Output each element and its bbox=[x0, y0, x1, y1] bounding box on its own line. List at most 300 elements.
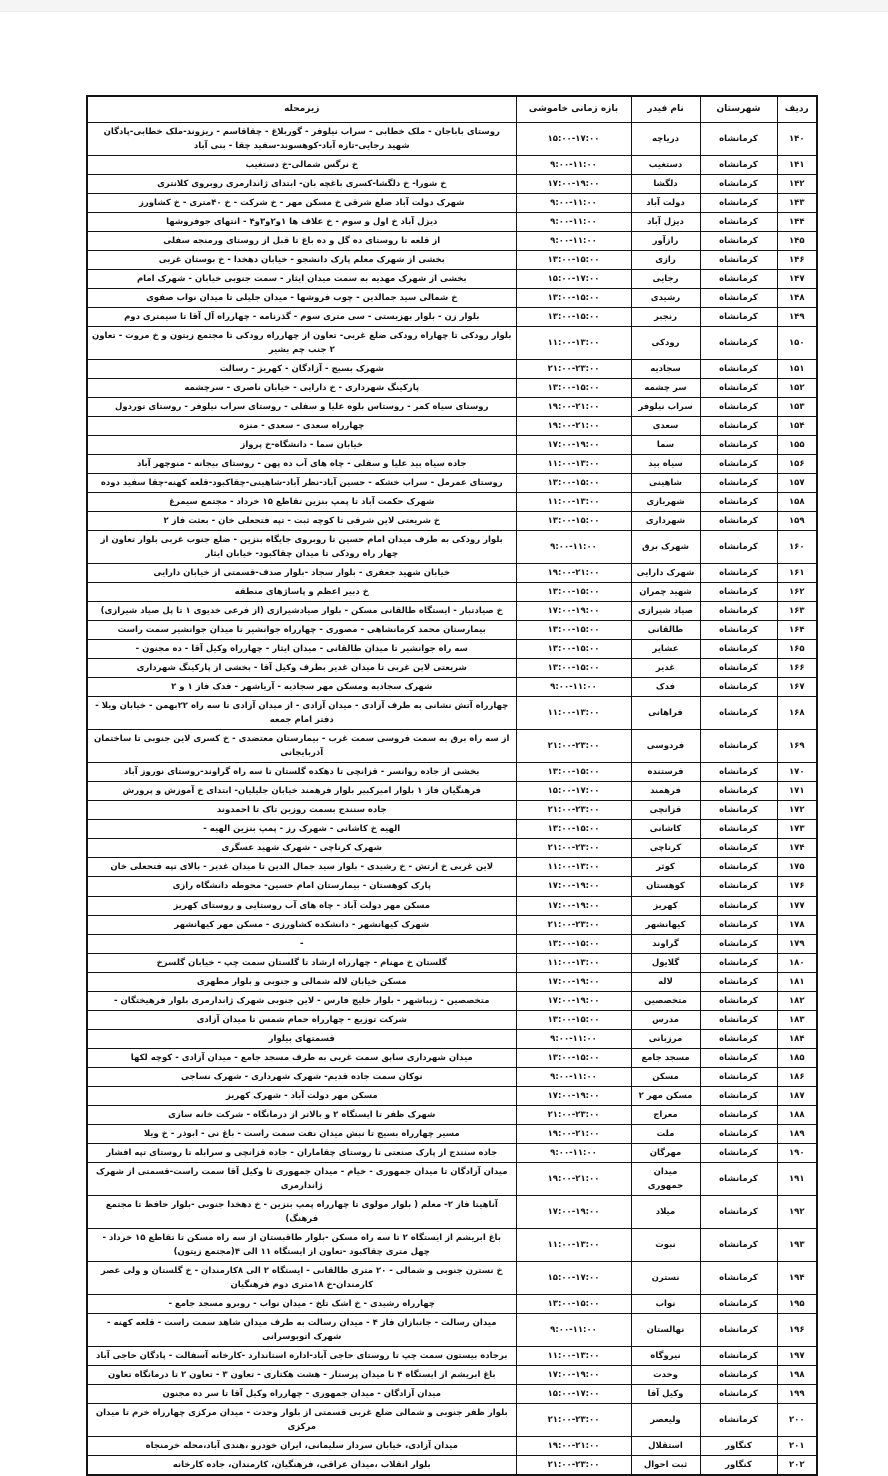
table-row bbox=[87, 531, 817, 564]
cell-subarea: جاده سیاه بید علیا و سفلی - چاه های آب ده پهن - روستای بیجانه - منوچهر آباد bbox=[87, 455, 516, 474]
table-row bbox=[87, 193, 817, 212]
table-row bbox=[87, 1261, 817, 1294]
cell-county: کرمانشاه bbox=[700, 621, 777, 640]
cell-feeder: سراب نیلوفر bbox=[631, 398, 700, 417]
table-row bbox=[87, 493, 817, 512]
cell-subarea: قسمتهای بیلوار bbox=[87, 1029, 516, 1048]
cell-row-number: ۱۸۹ bbox=[777, 1124, 817, 1143]
cell-time-range: ۱۳:۰۰-۱۵:۰۰ bbox=[516, 288, 631, 307]
cell-subarea: از قلعه تا روستای ده گل و ده باغ تا قبل از روستای ورمنجه سفلی bbox=[87, 231, 516, 250]
cell-time-range: ۱۳:۰۰-۱۵:۰۰ bbox=[516, 621, 631, 640]
cell-county: کرمانشاه bbox=[700, 1086, 777, 1105]
cell-subarea: روستای باباجان - ملک خطابی - سراب نیلوفر - گوربلاغ - چقاقاسم - ریزوند-ملک خطابی-پادگان شهید رجایی-تازه آباد-کوهسوند-سفید چقا - بنی آباد bbox=[87, 122, 516, 155]
cell-county: کرمانشاه bbox=[700, 1029, 777, 1048]
cell-county: کرمانشاه bbox=[700, 269, 777, 288]
cell-row-number: ۱۶۵ bbox=[777, 640, 817, 659]
cell-feeder: کهریز bbox=[631, 896, 700, 915]
cell-row-number: ۱۷۰ bbox=[777, 763, 817, 782]
cell-subarea: جاده سنندج از پارک صنعتی تا روستای چقاماران - جاده قزانچی و سرابله تا روستای تپه افشار bbox=[87, 1143, 516, 1162]
cell-subarea: شهرک بسیج - آزادگان - کهریز - رسالت bbox=[87, 360, 516, 379]
cell-feeder: نسترن bbox=[631, 1261, 700, 1294]
table-row bbox=[87, 564, 817, 583]
cell-county: کرمانشاه bbox=[700, 1294, 777, 1313]
table-row bbox=[87, 474, 817, 493]
cell-feeder: میلاد bbox=[631, 1195, 700, 1228]
cell-time-range: ۱۹:۰۰-۲۱:۰۰ bbox=[516, 564, 631, 583]
cell-feeder: رودکی bbox=[631, 327, 700, 360]
table-row bbox=[87, 697, 817, 730]
cell-time-range: ۹:۰۰-۱۱:۰۰ bbox=[516, 212, 631, 231]
outage-table-container bbox=[88, 95, 818, 1476]
cell-feeder: کاشانی bbox=[631, 820, 700, 839]
cell-subarea: گلستان خ مهنام - چهارراه ارشاد تا گلستان سمت چپ - خیابان گلسرخ bbox=[87, 953, 516, 972]
table-row bbox=[87, 1143, 817, 1162]
cell-subarea: چهارراه رشیدی - خ اشک تلخ - میدان نواب - روبرو مسجد جامع - bbox=[87, 1294, 516, 1313]
outage-table bbox=[86, 95, 818, 1476]
cell-row-number: ۱۵۵ bbox=[777, 436, 817, 455]
table-row bbox=[87, 640, 817, 659]
cell-row-number: ۱۵۶ bbox=[777, 455, 817, 474]
cell-feeder: رجایی bbox=[631, 269, 700, 288]
cell-time-range: ۹:۰۰-۱۱:۰۰ bbox=[516, 531, 631, 564]
cell-county: کرمانشاه bbox=[700, 308, 777, 327]
cell-county: کرمانشاه bbox=[700, 934, 777, 953]
cell-time-range: ۱۷:۰۰-۱۹:۰۰ bbox=[516, 896, 631, 915]
table-row bbox=[87, 1105, 817, 1124]
cell-subarea: شهرک کیهانشهر - دانشکده کشاورزی - مسکن مهر کیهانشهر bbox=[87, 915, 516, 934]
cell-subarea: خ شمالی سید جمالدین - چوب فروشها - میدان جلیلی تا میدان نواب صفوی bbox=[87, 288, 516, 307]
cell-feeder: سعدی bbox=[631, 417, 700, 436]
cell-feeder: شهرک برق bbox=[631, 531, 700, 564]
cell-row-number: ۱۴۳ bbox=[777, 193, 817, 212]
cell-time-range: ۲۱:۰۰-۲۳:۰۰ bbox=[516, 1455, 631, 1475]
cell-feeder: شاهینی bbox=[631, 474, 700, 493]
table-row bbox=[87, 896, 817, 915]
cell-time-range: ۲۱:۰۰-۲۳:۰۰ bbox=[516, 801, 631, 820]
cell-feeder: دریاچه bbox=[631, 122, 700, 155]
cell-county: کرمانشاه bbox=[700, 730, 777, 763]
cell-time-range: ۱۱:۰۰-۱۳:۰۰ bbox=[516, 327, 631, 360]
cell-time-range: ۲۱:۰۰-۲۳:۰۰ bbox=[516, 730, 631, 763]
cell-row-number: ۱۶۲ bbox=[777, 583, 817, 602]
table-row bbox=[87, 621, 817, 640]
cell-county: کرمانشاه bbox=[700, 839, 777, 858]
cell-subarea: لاین غربی خ ارتش - خ رشیدی - بلوار سید جمال الدین تا میدان غدیر - بالای تپه فتحعلی خان bbox=[87, 858, 516, 877]
cell-subarea: چهارراه سعدی - سعدی - منزه bbox=[87, 417, 516, 436]
table-row bbox=[87, 360, 817, 379]
cell-feeder: لاله bbox=[631, 972, 700, 991]
table-row bbox=[87, 288, 817, 307]
cell-subarea: شریعتی لاین غربی تا میدان غدیر بطرف وکیل آقا - بخشی از پارکینگ شهرداری bbox=[87, 659, 516, 678]
cell-feeder: مسکن bbox=[631, 1067, 700, 1086]
cell-subarea: مسکن مهر دولت آباد - شهرک کهریز bbox=[87, 1086, 516, 1105]
cell-feeder: میدان جمهوری bbox=[631, 1162, 700, 1195]
cell-subarea: شهرک کرناچی - شهرک شهید عسگری bbox=[87, 839, 516, 858]
cell-row-number: ۱۶۶ bbox=[777, 659, 817, 678]
cell-row-number: ۱۸۷ bbox=[777, 1086, 817, 1105]
cell-county: کرمانشاه bbox=[700, 455, 777, 474]
cell-subarea: شرکت توزیع - چهارراه حمام شمس تا میدان آزادی bbox=[87, 1010, 516, 1029]
cell-row-number: ۱۹۴ bbox=[777, 1261, 817, 1294]
cell-row-number: ۱۸۶ bbox=[777, 1067, 817, 1086]
cell-row-number: ۱۸۳ bbox=[777, 1010, 817, 1029]
cell-row-number: ۱۴۲ bbox=[777, 174, 817, 193]
cell-row-number: ۱۵۴ bbox=[777, 417, 817, 436]
cell-row-number: ۱۶۱ bbox=[777, 564, 817, 583]
cell-time-range: ۱۷:۰۰-۱۹:۰۰ bbox=[516, 877, 631, 896]
cell-subarea: مسیر چهارراه بسیج تا نبش میدان نفت سمت راست - باغ نی - ابوذر - خ ویلا bbox=[87, 1124, 516, 1143]
cell-time-range: ۲۱:۰۰-۲۳:۰۰ bbox=[516, 839, 631, 858]
cell-time-range: ۱۹:۰۰-۲۱:۰۰ bbox=[516, 1162, 631, 1195]
cell-row-number: ۱۸۲ bbox=[777, 991, 817, 1010]
cell-row-number: ۱۶۷ bbox=[777, 678, 817, 697]
table-row bbox=[87, 1067, 817, 1086]
cell-county: کرمانشاه bbox=[700, 763, 777, 782]
cell-feeder: سر چشمه bbox=[631, 379, 700, 398]
cell-subarea: خیابان سما - دانشگاه-خ پرواز bbox=[87, 436, 516, 455]
cell-time-range: ۱۷:۰۰-۱۹:۰۰ bbox=[516, 1195, 631, 1228]
cell-county: کرمانشاه bbox=[700, 493, 777, 512]
cell-row-number: ۱۸۵ bbox=[777, 1048, 817, 1067]
cell-county: کرمانشاه bbox=[700, 678, 777, 697]
cell-feeder: دولت آباد bbox=[631, 193, 700, 212]
table-row bbox=[87, 1384, 817, 1403]
table-row bbox=[87, 269, 817, 288]
cell-feeder: دیزل آباد bbox=[631, 212, 700, 231]
cell-feeder: طالقانی bbox=[631, 621, 700, 640]
cell-county: کرمانشاه bbox=[700, 122, 777, 155]
table-row bbox=[87, 1162, 817, 1195]
cell-feeder: دلگشا bbox=[631, 174, 700, 193]
cell-row-number: ۱۹۸ bbox=[777, 1365, 817, 1384]
cell-row-number: ۱۷۲ bbox=[777, 801, 817, 820]
table-row bbox=[87, 436, 817, 455]
cell-subarea: بخشی از شهرک مهدیه به سمت میدان ایثار - سمت جنوبی خیابان - شهرک امام bbox=[87, 269, 516, 288]
cell-row-number: ۱۵۳ bbox=[777, 398, 817, 417]
cell-subarea: بلوار رودکی به طرف میدان امام حسین تا روبروی جایگاه بنزین - ضلع جنوب غربی بلوار تعاون از چهار راه رودکی تا میدان چقاکبود- خیابان ایثار bbox=[87, 531, 516, 564]
cell-county: کرمانشاه bbox=[700, 1124, 777, 1143]
cell-feeder: نیروگاه bbox=[631, 1346, 700, 1365]
cell-county: کرمانشاه bbox=[700, 417, 777, 436]
table-row bbox=[87, 1195, 817, 1228]
cell-time-range: ۱۵:۰۰-۱۷:۰۰ bbox=[516, 782, 631, 801]
cell-county: کرمانشاه bbox=[700, 801, 777, 820]
cell-county: کرمانشاه bbox=[700, 896, 777, 915]
cell-time-range: ۱۳:۰۰-۱۵:۰۰ bbox=[516, 659, 631, 678]
table-row bbox=[87, 512, 817, 531]
cell-county: کنگاور bbox=[700, 1436, 777, 1455]
table-row bbox=[87, 327, 817, 360]
cell-county: کرمانشاه bbox=[700, 1365, 777, 1384]
cell-county: کرمانشاه bbox=[700, 1162, 777, 1195]
cell-row-number: ۱۹۲ bbox=[777, 1195, 817, 1228]
cell-time-range: ۲۱:۰۰-۲۳:۰۰ bbox=[516, 1105, 631, 1124]
cell-feeder: سجادیه bbox=[631, 360, 700, 379]
cell-county: کرمانشاه bbox=[700, 327, 777, 360]
cell-time-range: ۹:۰۰-۱۱:۰۰ bbox=[516, 1143, 631, 1162]
cell-subarea: خ دبیر اعظم و پاساژهای منطقه bbox=[87, 583, 516, 602]
cell-subarea: بلوار ظفر جنوبی و شمالی ضلع غربی قسمتی از بلوار وحدت - میدان مرکزی چهارراه خرم تا میدان مرکزی bbox=[87, 1403, 516, 1436]
cell-subarea: - bbox=[87, 934, 516, 953]
table-row bbox=[87, 1124, 817, 1143]
cell-row-number: ۱۴۱ bbox=[777, 155, 817, 174]
cell-subarea: روستای سیاه کمر - روستاس بلوه علیا و سفلی - روستای سراب نیلوفر - روستای توردول bbox=[87, 398, 516, 417]
cell-row-number: ۱۶۰ bbox=[777, 531, 817, 564]
cell-row-number: ۱۴۹ bbox=[777, 308, 817, 327]
cell-county: کرمانشاه bbox=[700, 782, 777, 801]
cell-county: کرمانشاه bbox=[700, 1313, 777, 1346]
cell-county: کرمانشاه bbox=[700, 436, 777, 455]
cell-row-number: ۱۷۷ bbox=[777, 896, 817, 915]
cell-time-range: ۱۳:۰۰-۱۵:۰۰ bbox=[516, 934, 631, 953]
table-row bbox=[87, 155, 817, 174]
cell-time-range: ۱۷:۰۰-۱۹:۰۰ bbox=[516, 1086, 631, 1105]
cell-subarea: شهرک سجادیه ومسکن مهر سجادیه - آریاشهر - فدک فاز ۱ و ۲ bbox=[87, 678, 516, 697]
cell-feeder: مرزبانی bbox=[631, 1029, 700, 1048]
cell-county: کرمانشاه bbox=[700, 1403, 777, 1436]
cell-time-range: ۱۳:۰۰-۱۵:۰۰ bbox=[516, 308, 631, 327]
cell-subarea: میدان آزادی، خیابان سردار سلیمانی، ایران خودرو ،هندی آباد،محله خرمنجاه bbox=[87, 1436, 516, 1455]
cell-row-number: ۱۸۱ bbox=[777, 972, 817, 991]
cell-time-range: ۱۷:۰۰-۱۹:۰۰ bbox=[516, 991, 631, 1010]
cell-row-number: ۱۸۰ bbox=[777, 953, 817, 972]
cell-subarea: خ شریعتی لاین شرقی تا کوچه ثبت - تپه فتحعلی خان - بعثت فاز ۲ bbox=[87, 512, 516, 531]
cell-county: کنگاور bbox=[700, 1455, 777, 1475]
cell-time-range: ۱۱:۰۰-۱۳:۰۰ bbox=[516, 493, 631, 512]
table-row bbox=[87, 417, 817, 436]
cell-feeder: کوثر bbox=[631, 858, 700, 877]
cell-feeder: نهالستان bbox=[631, 1313, 700, 1346]
cell-time-range: ۱۷:۰۰-۱۹:۰۰ bbox=[516, 1365, 631, 1384]
table-row bbox=[87, 678, 817, 697]
cell-feeder: شهرداری bbox=[631, 512, 700, 531]
cell-feeder: مسجد جامع bbox=[631, 1048, 700, 1067]
cell-row-number: ۱۷۱ bbox=[777, 782, 817, 801]
cell-county: کرمانشاه bbox=[700, 512, 777, 531]
cell-time-range: ۱۹:۰۰-۲۱:۰۰ bbox=[516, 398, 631, 417]
cell-time-range: ۱۳:۰۰-۱۵:۰۰ bbox=[516, 512, 631, 531]
cell-time-range: ۱۳:۰۰-۱۵:۰۰ bbox=[516, 583, 631, 602]
cell-county: کرمانشاه bbox=[700, 1143, 777, 1162]
cell-county: کرمانشاه bbox=[700, 1067, 777, 1086]
cell-time-range: ۱۹:۰۰-۲۱:۰۰ bbox=[516, 1436, 631, 1455]
cell-row-number: ۱۵۲ bbox=[777, 379, 817, 398]
cell-row-number: ۱۴۴ bbox=[777, 212, 817, 231]
cell-subarea: بلوار زن - بلوار بهزیستی - سی متری سوم - گذرنامه - چهارراه آل آقا تا سیمتری دوم bbox=[87, 308, 516, 327]
table-row bbox=[87, 1086, 817, 1105]
cell-county: کرمانشاه bbox=[700, 155, 777, 174]
cell-time-range: ۱۱:۰۰-۱۳:۰۰ bbox=[516, 953, 631, 972]
cell-time-range: ۲۱:۰۰-۲۳:۰۰ bbox=[516, 360, 631, 379]
cell-time-range: ۱۳:۰۰-۱۵:۰۰ bbox=[516, 250, 631, 269]
cell-feeder: نواب bbox=[631, 1294, 700, 1313]
cell-subarea: بلوار رودکی تا چهاراه رودکی ضلع غربی- تعاون از چهارراه رودکی تا مجتمع زیتون و خ مروت - تعاون ۲ جنب چم بشیر bbox=[87, 327, 516, 360]
cell-feeder: گراوند bbox=[631, 934, 700, 953]
table-row bbox=[87, 1048, 817, 1067]
cell-feeder: سیاه بید bbox=[631, 455, 700, 474]
cell-subarea: جاده سنندج بسمت روزین تاک تا احمدوند bbox=[87, 801, 516, 820]
table-row bbox=[87, 953, 817, 972]
col-header-subarea: زیرمحله bbox=[87, 96, 516, 122]
cell-feeder: فردوسی bbox=[631, 730, 700, 763]
cell-feeder: مسکن مهر ۲ bbox=[631, 1086, 700, 1105]
cell-row-number: ۱۹۱ bbox=[777, 1162, 817, 1195]
cell-county: کرمانشاه bbox=[700, 972, 777, 991]
cell-subarea: بخشی از جاده روانسر - قزانچی تا دهکده گلستان تا سه راه گراوند-روستای نوروز آباد bbox=[87, 763, 516, 782]
cell-feeder: کوهستان bbox=[631, 877, 700, 896]
cell-subarea: برجاده بیستون سمت چپ تا روستای حاجی آباد-اداره استاندارد -کارخانه آسفالت - پادگان حاجی آباد bbox=[87, 1346, 516, 1365]
table-row bbox=[87, 730, 817, 763]
table-row bbox=[87, 1294, 817, 1313]
cell-row-number: ۱۷۶ bbox=[777, 877, 817, 896]
cell-row-number: ۱۴۶ bbox=[777, 250, 817, 269]
cell-county: کرمانشاه bbox=[700, 697, 777, 730]
cell-time-range: ۱۱:۰۰-۱۳:۰۰ bbox=[516, 1228, 631, 1261]
cell-county: کرمانشاه bbox=[700, 991, 777, 1010]
table-row bbox=[87, 308, 817, 327]
cell-row-number: ۱۸۸ bbox=[777, 1105, 817, 1124]
table-row bbox=[87, 250, 817, 269]
cell-row-number: ۱۷۴ bbox=[777, 839, 817, 858]
cell-feeder: معراج bbox=[631, 1105, 700, 1124]
cell-subarea: خیابان شهید جعفری - بلوار سجاد -بلوار صدف-قسمتی از خیابان دارایی bbox=[87, 564, 516, 583]
col-header-row-number: ردیف bbox=[777, 96, 817, 122]
cell-time-range: ۲۱:۰۰-۲۳:۰۰ bbox=[516, 915, 631, 934]
table-row bbox=[87, 763, 817, 782]
cell-county: کرمانشاه bbox=[700, 602, 777, 621]
cell-time-range: ۱۷:۰۰-۱۹:۰۰ bbox=[516, 972, 631, 991]
cell-county: کرمانشاه bbox=[700, 250, 777, 269]
cell-subarea: میدان آزادگان - میدان جمهوری - چهارراه وکیل آقا تا سر ده مجنون bbox=[87, 1384, 516, 1403]
cell-subarea: باغ ابریشم از ایستگاه ۴ تا میدان پرستار - هشت هکتاری - تعاون ۳ - تعاون ۲ تا درمانگاه تعاون bbox=[87, 1365, 516, 1384]
table-row bbox=[87, 877, 817, 896]
cell-feeder: فراهانی bbox=[631, 697, 700, 730]
cell-row-number: ۱۷۹ bbox=[777, 934, 817, 953]
col-header-county: شهرستان bbox=[700, 96, 777, 122]
cell-time-range: ۱۱:۰۰-۱۳:۰۰ bbox=[516, 858, 631, 877]
cell-county: کرمانشاه bbox=[700, 1105, 777, 1124]
cell-feeder: کیهانشهر bbox=[631, 915, 700, 934]
cell-row-number: ۱۸۴ bbox=[777, 1029, 817, 1048]
cell-county: کرمانشاه bbox=[700, 659, 777, 678]
table-row bbox=[87, 801, 817, 820]
cell-county: کرمانشاه bbox=[700, 212, 777, 231]
cell-time-range: ۱۳:۰۰-۱۵:۰۰ bbox=[516, 820, 631, 839]
cell-time-range: ۹:۰۰-۱۱:۰۰ bbox=[516, 678, 631, 697]
table-row bbox=[87, 820, 817, 839]
cell-row-number: ۱۵۷ bbox=[777, 474, 817, 493]
table-row bbox=[87, 455, 817, 474]
cell-subarea: نوکان سمت جاده قدیم- شهرک شهرداری - شهرک نساجی bbox=[87, 1067, 516, 1086]
cell-subarea: باغ ابریشم از ایستگاه ۲ تا سه راه مسکن -بلوار طاقبستان از سه راه مسکن تا تقاطع ۱۵ خرداد - چهل متری چقاکبود -تعاون از ایستگاه ۱۱ الی ۴(مجتمع زیتون) bbox=[87, 1228, 516, 1261]
cell-county: کرمانشاه bbox=[700, 398, 777, 417]
cell-time-range: ۹:۰۰-۱۱:۰۰ bbox=[516, 155, 631, 174]
cell-row-number: ۱۹۹ bbox=[777, 1384, 817, 1403]
table-row bbox=[87, 1403, 817, 1436]
cell-county: کرمانشاه bbox=[700, 1384, 777, 1403]
table-row bbox=[87, 1228, 817, 1261]
cell-time-range: ۱۳:۰۰-۱۵:۰۰ bbox=[516, 640, 631, 659]
cell-county: کرمانشاه bbox=[700, 1261, 777, 1294]
cell-row-number: ۱۷۳ bbox=[777, 820, 817, 839]
cell-feeder: رازآور bbox=[631, 231, 700, 250]
cell-row-number: ۱۹۶ bbox=[777, 1313, 817, 1346]
cell-time-range: ۹:۰۰-۱۱:۰۰ bbox=[516, 1313, 631, 1346]
cell-time-range: ۲۱:۰۰-۲۳:۰۰ bbox=[516, 1403, 631, 1436]
cell-feeder: ملت bbox=[631, 1124, 700, 1143]
cell-subarea: مسکن خیابان لاله شمالی و جنوبی و بلوار مطهری bbox=[87, 972, 516, 991]
cell-subarea: فرهنگیان فاز ۱ بلوار امیرکبیر بلوار فرهمند خیابان جلیلیان- ابتدای خ آموزش و پرورش bbox=[87, 782, 516, 801]
outage-table-body bbox=[87, 122, 817, 1475]
cell-feeder: مدرس bbox=[631, 1010, 700, 1029]
cell-subarea: بخشی از شهرک معلم پارک دانشجو - خیابان دهخدا - خ بوستان غربی bbox=[87, 250, 516, 269]
cell-feeder: مهرگان bbox=[631, 1143, 700, 1162]
cell-subarea: شهرک دولت آباد ضلع شرقی خ مسکن مهر - خ شرکت - خ ۴۰متری - خ کشاورز bbox=[87, 193, 516, 212]
cell-time-range: ۱۳:۰۰-۱۵:۰۰ bbox=[516, 474, 631, 493]
cell-row-number: ۲۰۱ bbox=[777, 1436, 817, 1455]
table-row bbox=[87, 398, 817, 417]
cell-feeder: صیاد شیرازی bbox=[631, 602, 700, 621]
cell-county: کرمانشاه bbox=[700, 360, 777, 379]
cell-feeder: غدیر bbox=[631, 659, 700, 678]
top-gray-bar bbox=[0, 0, 888, 12]
cell-time-range: ۱۵:۰۰-۱۷:۰۰ bbox=[516, 1261, 631, 1294]
table-row bbox=[87, 858, 817, 877]
cell-subarea: شهرک ظفر تا ایستگاه ۲ و بالاتر از درمانگاه - شرکت خانه سازی bbox=[87, 1105, 516, 1124]
cell-feeder: رنجبر bbox=[631, 308, 700, 327]
cell-subarea: متخصصین - زیباشهر - بلوار خلیج فارس - لاین جنوبی شهرک ژاندارمری بلوار فرهیختگان - bbox=[87, 991, 516, 1010]
cell-county: کرمانشاه bbox=[700, 858, 777, 877]
cell-subarea: دیزل آباد خ اول و سوم - خ علاف ها ۱و۲و۳و۴ - انتهای جوفروشها bbox=[87, 212, 516, 231]
cell-row-number: ۱۹۵ bbox=[777, 1294, 817, 1313]
table-row bbox=[87, 1313, 817, 1346]
cell-time-range: ۱۱:۰۰-۱۳:۰۰ bbox=[516, 1346, 631, 1365]
cell-feeder: ولیعصر bbox=[631, 1403, 700, 1436]
table-row bbox=[87, 231, 817, 250]
cell-feeder: فرستنده bbox=[631, 763, 700, 782]
table-row bbox=[87, 972, 817, 991]
cell-time-range: ۱۳:۰۰-۱۵:۰۰ bbox=[516, 1010, 631, 1029]
cell-feeder: شهید چمران bbox=[631, 583, 700, 602]
cell-feeder: فدک bbox=[631, 678, 700, 697]
cell-time-range: ۱۵:۰۰-۱۷:۰۰ bbox=[516, 122, 631, 155]
table-row bbox=[87, 782, 817, 801]
table-row bbox=[87, 659, 817, 678]
cell-time-range: ۱۵:۰۰-۱۷:۰۰ bbox=[516, 1384, 631, 1403]
cell-row-number: ۱۴۷ bbox=[777, 269, 817, 288]
cell-subarea: شهرک حکمت آباد تا پمپ بنزین تقاطع ۱۵ خرداد - مجتمع سیمرغ bbox=[87, 493, 516, 512]
cell-time-range: ۹:۰۰-۱۱:۰۰ bbox=[516, 1067, 631, 1086]
cell-time-range: ۹:۰۰-۱۱:۰۰ bbox=[516, 231, 631, 250]
cell-feeder: شهربازی bbox=[631, 493, 700, 512]
cell-county: کرمانشاه bbox=[700, 174, 777, 193]
cell-feeder: سما bbox=[631, 436, 700, 455]
cell-county: کرمانشاه bbox=[700, 379, 777, 398]
cell-county: کرمانشاه bbox=[700, 564, 777, 583]
cell-feeder: رشیدی bbox=[631, 288, 700, 307]
cell-feeder: قزانچی bbox=[631, 801, 700, 820]
cell-subarea: سه راه جوانشیر تا میدان طالقانی - میدان ایثار - چهارراه وکیل آقا - ده مجنون - bbox=[87, 640, 516, 659]
cell-county: کرمانشاه bbox=[700, 953, 777, 972]
cell-row-number: ۱۴۵ bbox=[777, 231, 817, 250]
col-header-time-range: بازه زمانی خاموشی bbox=[516, 96, 631, 122]
cell-subarea: خ نسترن جنوبی و شمالی - ۲۰ متری طالقانی - ایستگاه ۲ الی ۸کارمندان - خ گلستان و ولی عصر کارمندان-خ ۱۸متری دوم فرهنگیان bbox=[87, 1261, 516, 1294]
table-row bbox=[87, 934, 817, 953]
cell-county: کرمانشاه bbox=[700, 1346, 777, 1365]
cell-row-number: ۱۵۰ bbox=[777, 327, 817, 360]
cell-time-range: ۱۵:۰۰-۱۷:۰۰ bbox=[516, 269, 631, 288]
cell-row-number: ۱۶۹ bbox=[777, 730, 817, 763]
